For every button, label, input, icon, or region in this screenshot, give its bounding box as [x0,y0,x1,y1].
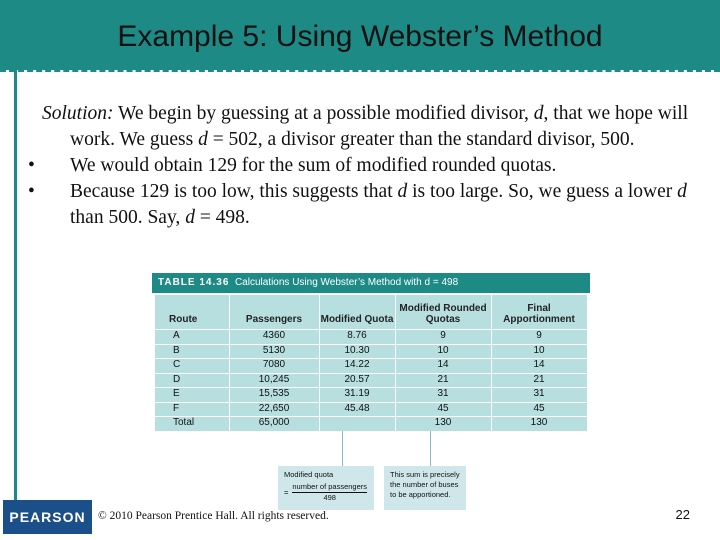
table-cell: 31.19 [344,388,370,399]
bullet2-text-a: Because 129 is too low, this suggests that [70,181,398,202]
bullet2-text-b: is too large. So, we guess a lower [407,181,678,202]
table-cell: 65,000 [258,417,290,428]
para1-text-c: = 502, a divisor greater than the standard divisor, 500. [207,129,635,150]
table-cell: 130 [434,417,452,428]
table-cell: 7080 [262,359,286,370]
table-cell: C [173,359,181,370]
slide-body [28,101,702,231]
table-header-cell: Modified Quota [320,314,394,325]
table-cell: 10,245 [258,373,290,385]
table-header-cell: Passengers [245,314,303,325]
para1-text-a: We begin by guessing at a possible modified divisor, [113,103,534,124]
table-header-cell: Final Apportionment [503,303,575,325]
table-cell: A [173,330,180,341]
note2-line1: This sum is precisely [390,470,460,479]
table-cell: 9 [536,330,542,341]
note1-numerator: number of passengers [292,482,368,491]
logo-text: PEARSON [9,509,86,525]
table-header-cell: Route [169,314,198,325]
table-cell: 45 [533,402,545,414]
table-row-divider [155,329,587,330]
table-row-divider [155,373,587,374]
table-column-divider [491,295,492,431]
table-cell: 130 [530,417,548,428]
data-table [155,295,587,431]
pearson-logo [3,500,92,534]
table-cell: 14 [437,359,449,370]
table-caption-label: TABLE 14.36 [158,277,230,288]
table-cell: 10 [437,344,449,356]
table-cell: F [173,402,180,414]
table-cell: 21 [533,373,545,385]
table-cell: Total [173,417,195,428]
left-accent-bar [14,70,17,532]
sum-note [384,466,466,510]
table-cell: 22,650 [258,402,290,414]
bullet2-text-d: = 498. [194,207,250,228]
table-row-divider [155,344,587,345]
table-cell: 8.76 [347,330,367,341]
bullet1-text: We would obtain 129 for the sum of modified rounded quotas. [70,155,557,176]
table-cell: 15,535 [258,388,290,399]
note1-formula [284,482,368,503]
table-cell [319,416,395,431]
table-cell: B [173,344,180,356]
modified-quota-note [278,466,374,510]
table-row-divider [155,416,587,417]
solution-label: Solution: [42,103,114,124]
table-cell: 10 [533,344,545,356]
table-cell: 4360 [262,330,286,341]
para1-var-d: d [533,103,544,124]
table-cell: 31 [533,388,545,399]
note2-line3: to be apportioned. [390,490,451,499]
table-cell: 5130 [262,344,286,356]
table-cell: 20.57 [344,373,370,385]
table-cell: D [173,373,181,385]
title-divider [0,69,720,72]
webster-table-figure [152,273,590,510]
slide-title: Example 5: Using Webster’s Method [117,20,603,53]
table-column-divider [395,295,396,431]
table-cell: 14 [533,359,545,370]
para1-var-d2: d [198,129,208,150]
bullet-item-1 [28,153,702,179]
note-connector [430,431,431,467]
bullet2-text-c: than 500. Say, [70,207,186,228]
table-column-divider [319,295,320,431]
table-cell: 45.48 [344,402,370,414]
page-number: 22 [675,507,690,522]
table-cell: 9 [440,330,446,341]
note1-fraction [292,482,367,503]
bullet2-var-d: d [397,181,408,202]
note1-equals: = [284,487,289,497]
table-cell: 14.22 [344,359,370,370]
para1-text-b: , that we hope will work. We guess [70,103,689,150]
note2-line2: the number of buses [390,480,459,489]
solution-paragraph [42,101,702,153]
bullet-marker: • [28,181,35,202]
table-cell: E [173,388,180,399]
table-row-divider [155,402,587,403]
table-cell: 21 [437,373,449,385]
table-cell: 31 [437,388,449,399]
note1-denominator: 498 [323,493,336,502]
note1-title: Modified quota [284,470,334,479]
table-row-divider [155,431,587,432]
table-cell: 10.30 [344,344,370,356]
bullet2-var-d3: d [185,207,195,228]
bullet-item-2 [28,179,702,231]
bullet-marker: • [28,155,35,176]
bullet2-var-d2: d [677,181,687,202]
table-header-cell: Modified Rounded Quotas [399,303,487,325]
table-row-divider [155,387,587,388]
table-cell: 45 [437,402,449,414]
note-connector [342,431,343,467]
table-row-divider [155,358,587,359]
table-column-divider [229,295,230,431]
table-caption [152,273,590,293]
table-caption-text: Calculations Using Webster’s Method with d = 498 [234,277,459,288]
copyright-footer: © 2010 Pearson Prentice Hall. All rights reserved. [98,510,329,522]
